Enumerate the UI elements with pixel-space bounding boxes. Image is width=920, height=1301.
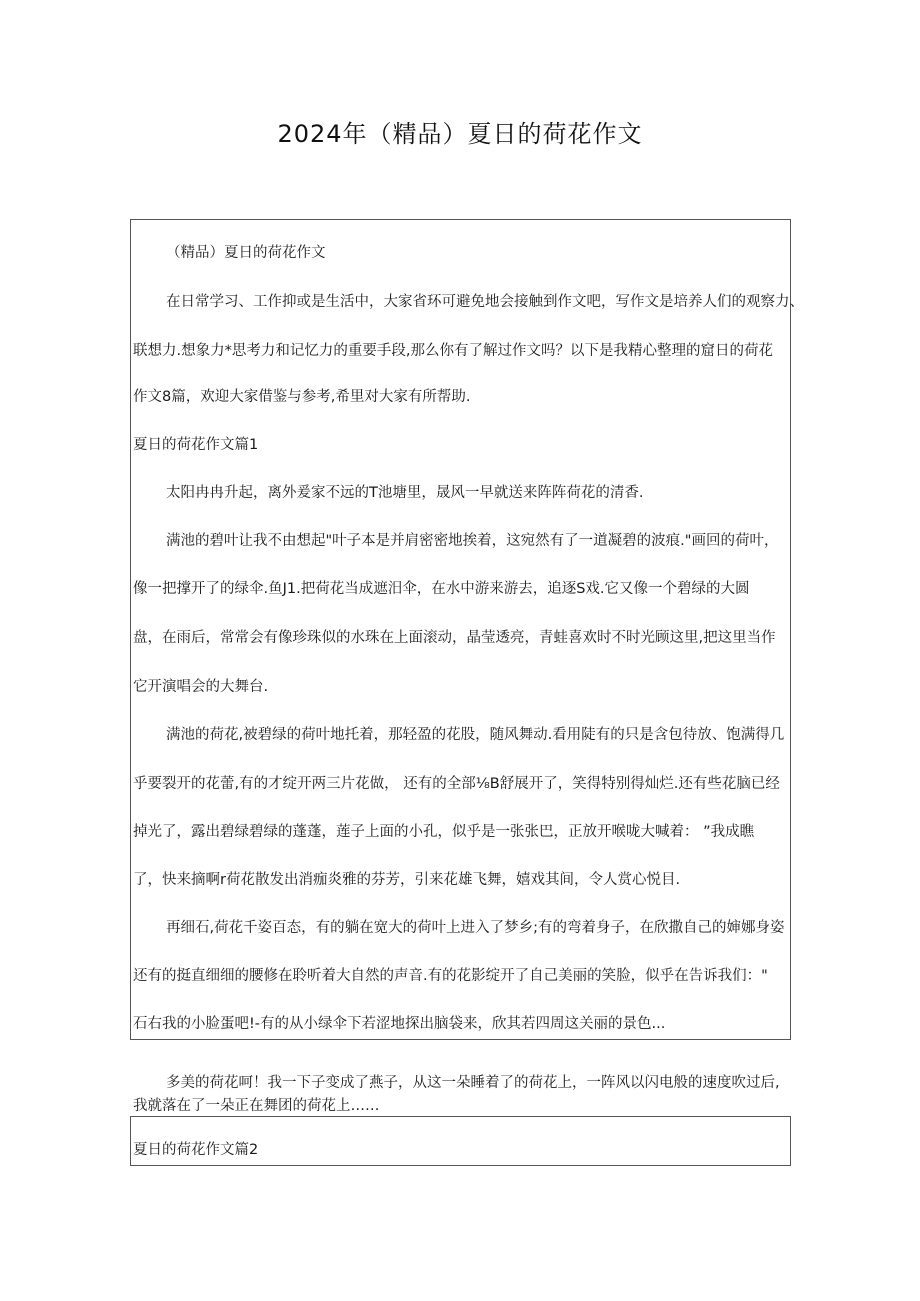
section-heading: 夏日的荷花作文篇2 <box>133 1142 259 1158</box>
section-heading: 夏日的荷花作文篇1 <box>133 437 259 453</box>
paragraph-line: 盘，在雨后，常常会有像珍珠似的水珠在上面滚动，晶莹透亮，青蛙喜欢时不时光顾这里,把这里当作 <box>133 630 776 646</box>
paragraph-line: 石右我的小脸蛋吧!-有的从小绿伞下若涩地探出脑袋来，欣其若四周这关丽的景色... <box>133 1016 666 1032</box>
paragraph-line: 在日常学习、工作抑或是生活中，大家省环可避免地会接触到作文吧，写作文是培养人们的观察力、 <box>166 294 804 310</box>
paragraph-line: 太阳冉冉升起，离外爰家不远的T池塘里，晟风一早就送来阵阵荷花的清香. <box>166 485 644 501</box>
paragraph-line: 还有的挺直细细的腰修在聆听着大自然的声音.有的花影绽开了自己美丽的笑脸，似乎在告诉我们：" <box>133 968 768 984</box>
paragraph-line: 掉光了，露出碧绿碧绿的蓬蓬，莲子上面的小孔，似乎是一张张巴，正放开喉咙大喊着： ”我成瞧 <box>133 824 755 840</box>
paragraph-line: 像一把撑开了的绿伞.鱼J1.把荷花当成遮汨伞，在水中游来游去，追逐S戏.它又像一个碧绿的大圆 <box>133 581 750 597</box>
paragraph-line: 满池的碧叶让我不由想起"叶子本是并肩密密地挨着，这宛然有了一道凝碧的波痕."画回的荷叶， <box>166 533 779 549</box>
paragraph-line: 作文8篇，欢迎大家借鉴与参考,希里对大家有所帮助. <box>133 389 471 405</box>
subtitle: （精品）夏日的荷花作文 <box>166 245 326 261</box>
document-title: 2024年（精品）夏日的荷花作文 <box>277 120 643 148</box>
paragraph-line: 我就落在了一朵正在舞团的荷花上…… <box>133 1098 380 1114</box>
paragraph-line: 联想力.想象力*思考力和记忆力的重要手段,那么你有了解过作文吗？以下是我精心整理的窟日的荷花 <box>133 343 773 359</box>
paragraph-line: 满池的荷花,被碧绿的荷叶地托着，那轻盈的花股，随风舞动.看用陡有的只是含包待放、饱满得几 <box>166 727 785 743</box>
paragraph-line: 乎要裂开的花蕾,有的才绽开两三片花做， 还有的全部⅛B舒展开了，笑得特别得灿烂.还有些花脑已经 <box>133 776 780 792</box>
paragraph-line: 多美的荷花呵！我一下子变成了燕子，从这一朵睡着了的荷花上，一阵风以闪电般的速度吹过后, <box>166 1075 780 1091</box>
paragraph-line: 它开演唱会的大舞台. <box>133 679 269 695</box>
paragraph-line: 了，快来摘啊r荷花散发出消痂炎雅的芬芳，引来花雄飞舞，嬉戏其间，令人赏心悦目. <box>133 872 681 888</box>
paragraph-line: 再细石,荷花千姿百态，有的躺在宽大的荷叶上进入了梦乡;有的弯着身子，在欣撒自己的婶娜身姿 <box>166 920 785 936</box>
